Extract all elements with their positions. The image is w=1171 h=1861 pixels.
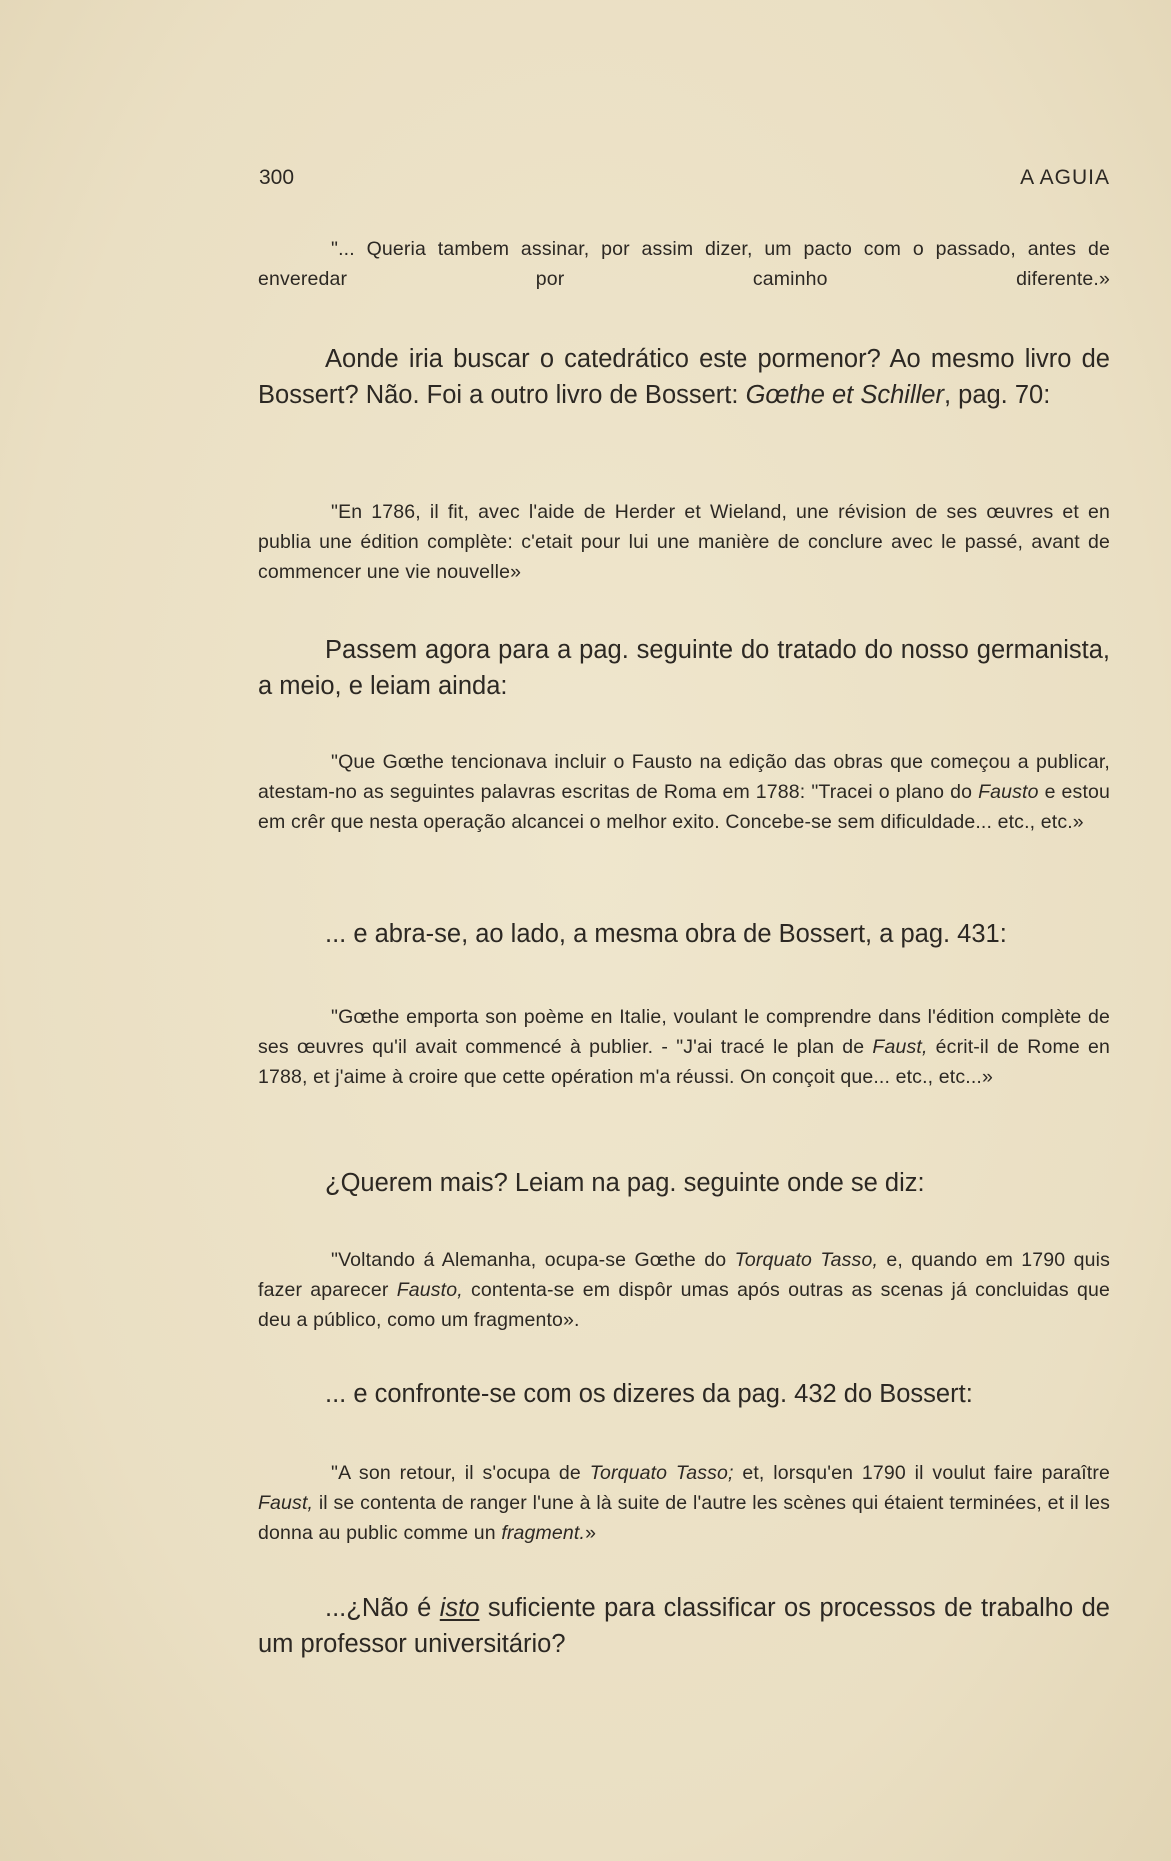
- title-fausto: Fausto: [978, 781, 1039, 803]
- quote-paragraph-5: "Voltando á Alemanha, ocupa-se Gœthe do Torquato Tasso, e, quando em 1790 quis fazer aparecer Fausto, contenta-se em dispôr umas após outras as scenas já concluidas que deu a público, como um fragmento».: [258, 1249, 1111, 1331]
- body-paragraph-5: ... e confronte-se com os dizeres da pag. 432 do Bossert:: [325, 1380, 973, 1408]
- word-fragment: fragment.: [501, 1522, 586, 1544]
- running-title: A AGUIA: [1020, 166, 1110, 189]
- title-fausto-2: Fausto,: [396, 1279, 463, 1301]
- quote-paragraph-2: "En 1786, il fit, avec l'aide de Herder et Wieland, une révision de ses œuvres et en publia une édition complète: c'etait pour lui une manière de conclure avec le passé, avant de commencer une vie nouvelle»: [258, 501, 1110, 583]
- quote-paragraph-3: "Que Gœthe tencionava incluir o Fausto na edição das obras que começou a publicar, atestam-no as seguintes palavras escritas de Roma em 1788: "Tracei o plano do Fausto e estou em crêr que nesta operação alcancei o melhor exito. Concebe-se sem dificuldade... etc., etc.»: [258, 751, 1110, 833]
- quote-paragraph-6: "A son retour, il s'ocupa de Torquato Tasso; et, lorsqu'en 1790 il voulut faire paraître Faust, il se contenta de ranger l'une à là suite de l'autre les scènes qui étaient terminées, et il les donna au public comme un fragment.»: [258, 1462, 1111, 1544]
- quote-paragraph-4: "Gœthe emporta son poème en Italie, voulant le comprendre dans l'édition complète de ses œuvres qu'il avait commencé à publier. - "J'ai tracé le plan de Faust, écrit-il de Rome en 1788, et j'aime à croire que cette opération m'a réussi. On conçoit que... etc., etc...»: [258, 1006, 1110, 1088]
- body-paragraph-3: ... e abra-se, ao lado, a mesma obra de Bossert, a pag. 431:: [325, 920, 1007, 948]
- body-paragraph-4: ¿Querem mais? Leiam na pag. seguinte onde se diz:: [325, 1169, 925, 1197]
- body-paragraph-2: Passem agora para a pag. seguinte do tratado do nosso germanista, a meio, e leiam ainda:: [258, 636, 1110, 700]
- title-faust-fr: Faust,: [258, 1492, 314, 1514]
- title-faust: Faust,: [872, 1036, 928, 1058]
- quote-paragraph-1: "... Queria tambem assinar, por assim dizer, um pacto com o passado, antes de enveredar por caminho diferente.»: [258, 238, 1110, 290]
- body-paragraph-6: ...¿Não é isto suficiente para classificar os processos de trabalho de um professor universitário?: [258, 1594, 1110, 1658]
- title-torquato-tasso: Torquato Tasso,: [734, 1249, 879, 1271]
- title-torquato-tasso-fr: Torquato Tasso;: [589, 1462, 734, 1484]
- book-title-goethe-schiller: Gœthe et Schiller: [745, 381, 944, 409]
- page-header: [259, 166, 1110, 196]
- emphasis-isto: isto: [439, 1594, 480, 1622]
- page-number: 300: [259, 166, 295, 189]
- body-paragraph-1: Aonde iria buscar o catedrático este pormenor? Ao mesmo livro de Bossert? Não. Foi a outro livro de Bossert: Gœthe et Schiller, pag. 70:: [258, 345, 1110, 409]
